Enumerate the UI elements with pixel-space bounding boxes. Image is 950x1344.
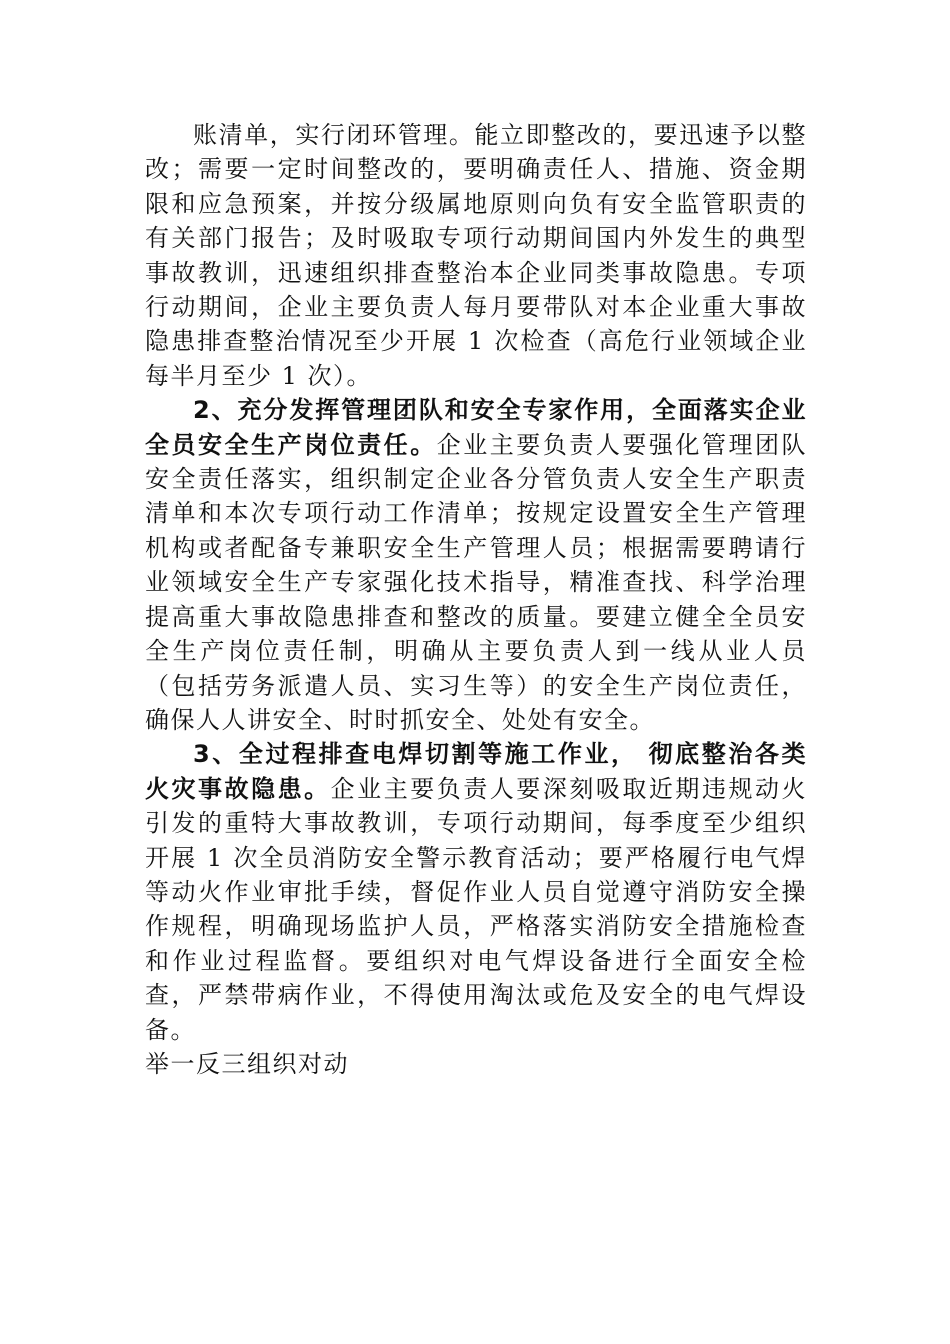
- paragraph-2-heading: 2、充分发挥管理团队和安全专家作用，全面落实企业全员安全生产岗位责任。: [145, 396, 807, 459]
- paragraph-2: [145, 393, 807, 737]
- paragraph-3: [145, 737, 807, 1047]
- paragraph-1-text: 账清单，实行闭环管理。能立即整改的，要迅速予以整改；需要一定时间整改的，要明确责任人、措施、资金期限和应急预案，并按分级属地原则向负有安全监管职责的有关部门报告；及时吸取专项行动期间国内外发生的典型事故教训，迅速组织排查整治本企业同类事故隐患。专项行动期间，企业主要负责人每月要带队对本企业重大事故隐患排查整治情况至少开展 1 次检查（高危行业领域企业每半月至少 1 次）。: [145, 121, 807, 390]
- paragraph-3-heading: 3、全过程排查电焊切割等施工作业， 彻底整治各类火灾事故隐患。: [145, 740, 807, 803]
- paragraph-4: [145, 1047, 807, 1081]
- paragraph-3-text: 企业主要负责人要深刻吸取近期违规动火引发的重特大事故教训，专项行动期间，每季度至少组织开展 1 次全员消防安全警示教育活动；要严格履行电气焊等动火作业审批手续，督促作业人员自觉遵守消防安全操作规程，明确现场监护人员，严格落实消防安全措施检查和作业过程监督。要组织对电气焊设备进行全面安全检查，严禁带病作业，不得使用淘汰或危及安全的电气焊设备。: [145, 774, 808, 1044]
- paragraph-2-text: 企业主要负责人要强化管理团队安全责任落实，组织制定企业各分管负责人安全生产职责清单和本次专项行动工作清单；按规定设置安全生产管理机构或者配备专兼职安全生产管理人员；根据需要聘请行业领域安全生产专家强化技术指导，精准查找、科学治理提高重大事故隐患排查和整改的质量。要建立健全全员安全生产岗位责任制，明确从主要负责人到一线从业人员（包括劳务派遣人员、实习生等）的安全生产岗位责任，确保人人讲安全、时时抓安全、处处有安全。: [145, 430, 808, 734]
- paragraph-1: [145, 118, 807, 393]
- paragraph-4-text: 举一反三组织对动: [145, 1049, 349, 1078]
- document-body: [145, 118, 807, 1081]
